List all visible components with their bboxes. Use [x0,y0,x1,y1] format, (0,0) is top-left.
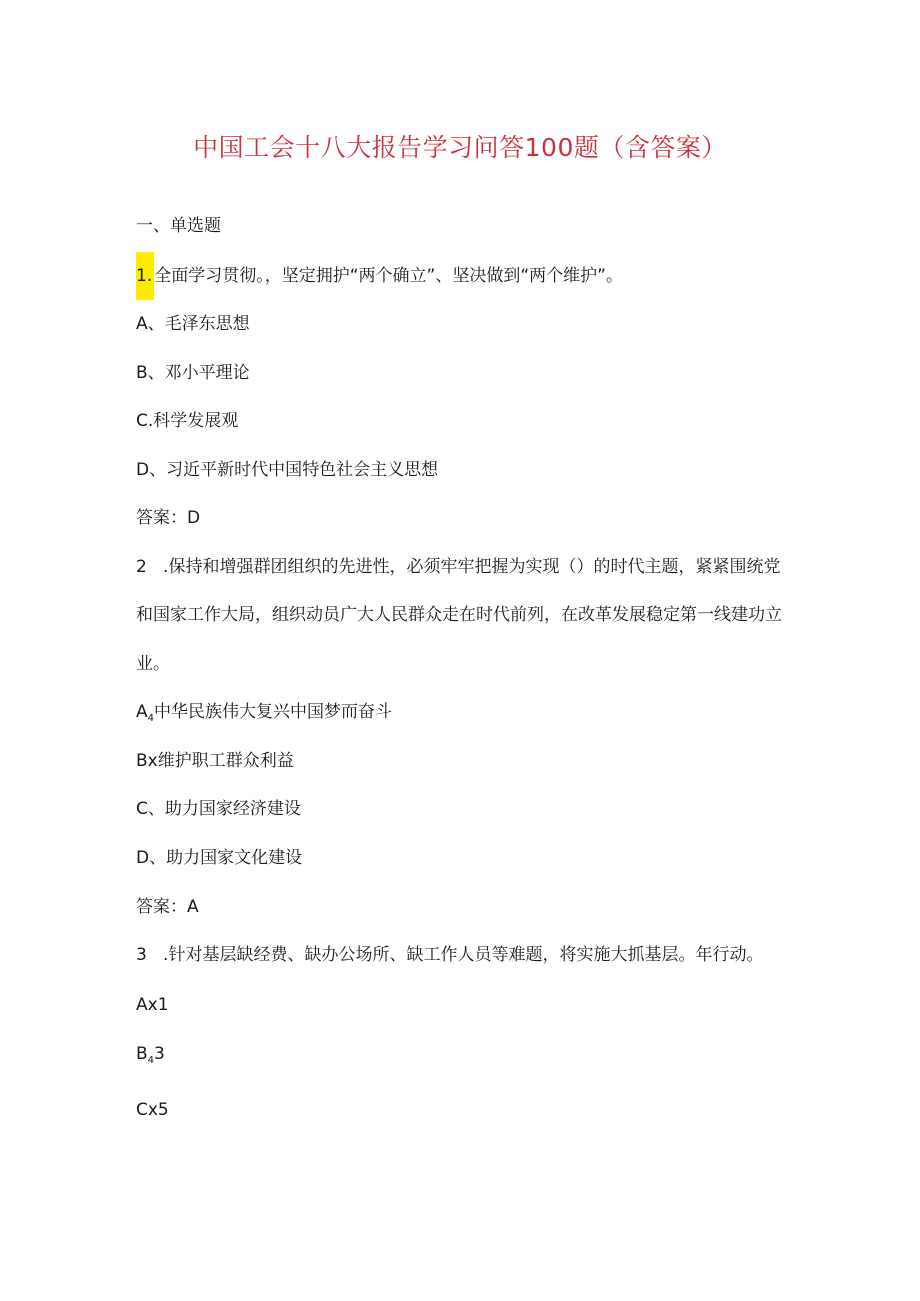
page-title: 中国工会十八大报告学习问答100题（含答案） [193,133,727,162]
option-prefix: Cx5 [136,1100,169,1120]
option-text: 3 [154,1044,165,1064]
question-1-option-d: D、习近平新时代中国特色社会主义思想 [136,460,439,480]
question-2-option-b [136,750,294,772]
question-1-text: 全面学习贯彻。，坚定拥护“两个确立”、坚决做到“两个维护”。 [154,266,623,286]
question-1-option-b: B、邓小平理论 [136,363,250,383]
option-text: 助力国家文化建设 [166,848,303,868]
question-3-line-1 [136,944,763,966]
question-2-option-a [136,701,392,730]
option-sub: 4 [147,713,155,724]
question-2-number: 2 [136,557,147,577]
question-2-answer: 答案：A [136,897,199,917]
question-3-number: 3 [136,945,147,965]
option-prefix: Ax1 [136,995,169,1015]
question-2-line-3: 业。 [136,654,170,674]
question-3-text: .针对基层缺经费、缺办公场所、缺工作人员等难题，将实施大抓基层。年行动。 [163,945,764,965]
question-1-option-a: A、毛泽东思想 [136,314,250,334]
option-text: 中华民族伟大复兴中国梦而奋斗 [154,702,393,722]
option-text: 助力国家经济建设 [164,799,301,819]
question-1 [136,265,623,287]
question-2-text-1: .保持和增强群团组织的先进性，必须牢牢把握为实现（）的时代主题，紧紧围统党 [163,557,781,577]
option-text: 维护职工群众利益 [157,751,294,771]
question-2-line-1 [136,556,780,578]
question-3-option-c [136,1099,169,1121]
question-2-option-d [136,847,302,869]
question-3-option-b [136,1043,165,1072]
option-prefix: Bx [136,751,158,771]
question-1-number: 1. [136,252,154,300]
option-prefix: B [136,1044,148,1064]
question-2-option-c [136,798,301,820]
question-2-line-2: 和国家工作大局，组织动员广大人民群众走在时代前列，在改革发展稳定第一线建功立 [136,605,782,625]
option-prefix: A [136,702,148,722]
option-prefix: D、 [136,848,167,868]
question-3-option-a [136,994,169,1016]
question-1-answer: 答案：D [136,508,201,528]
question-1-option-c: C.科学发展观 [136,411,239,431]
option-sub: 4 [147,1055,155,1066]
section-heading: 一、单选题 [136,216,221,236]
option-prefix: C、 [136,799,165,819]
